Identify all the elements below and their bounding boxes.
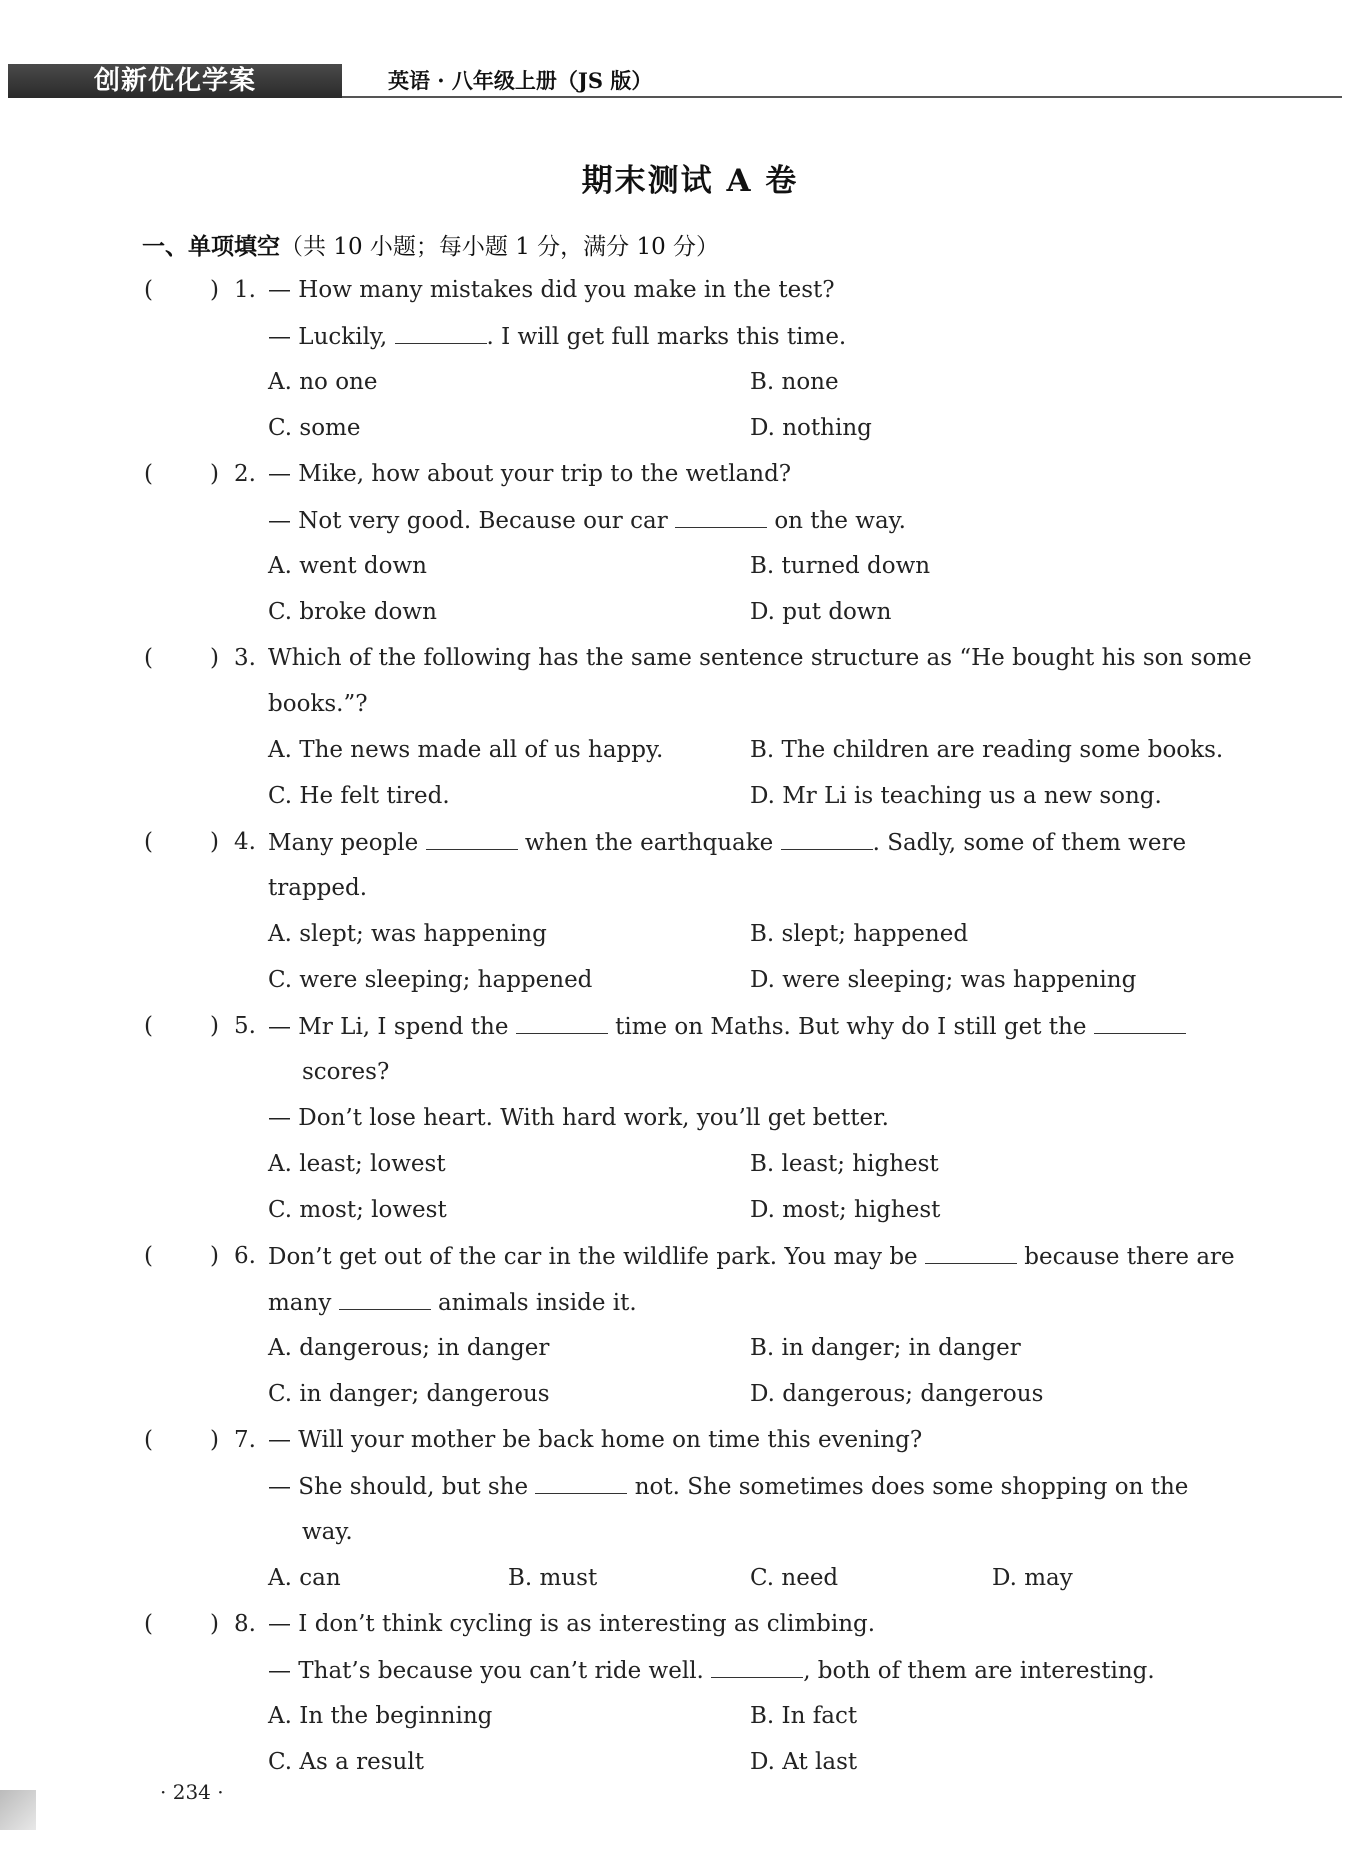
answer-blank [426,827,518,850]
option-b: B. must [508,1565,598,1591]
question-text: — How many mistakes did you make in the test? [268,277,835,303]
option-a: A. The news made all of us happy. [268,737,664,763]
question-number: 2. [234,461,256,487]
answer-paren-close[interactable]: ) [210,829,219,855]
answer-blank [339,1287,431,1310]
question-text-part: . Sadly, some of them were [872,830,1187,856]
question-text: Which of the following has the same sentence structure as “He bought his son some [268,645,1252,671]
answer-paren-open: ( [144,461,153,487]
answer-paren-close[interactable]: ) [210,1611,219,1637]
option-d: D. most; highest [750,1197,941,1223]
answer-paren-close[interactable]: ) [210,645,219,671]
section-title-bold: 一、单项填空 [142,233,280,260]
option-a: A. no one [268,369,378,395]
option-c: C. need [750,1565,839,1591]
question-text-part: — That’s because you can’t ride well. [268,1658,712,1684]
answer-paren-open: ( [144,1427,153,1453]
option-d: D. dangerous; dangerous [750,1381,1044,1407]
answer-blank [711,1655,803,1678]
question-text-part: — Not very good. Because our car [268,508,676,534]
question-text-part: . I will get full marks this time. [486,324,847,350]
answer-blank [925,1241,1017,1264]
option-d: D. Mr Li is teaching us a new song. [750,783,1162,809]
answer-paren-close[interactable]: ) [210,1427,219,1453]
option-b: B. none [750,369,839,395]
question-text-part: — She should, but she [268,1474,536,1500]
question-text: trapped. [268,875,368,901]
option-c: C. most; lowest [268,1197,447,1223]
question-text: books.”? [268,691,368,717]
question-text [268,827,1186,858]
option-c: C. broke down [268,599,437,625]
answer-paren-open: ( [144,1611,153,1637]
answer-blank [1094,1011,1186,1034]
question-text [268,1655,1155,1686]
option-c: C. some [268,415,361,441]
question-text-part: time on Maths. But why do I still get the [607,1014,1094,1040]
question-text-part: — Mr Li, I spend the [268,1014,516,1040]
question-text-part: , both of them are interesting. [803,1658,1155,1684]
answer-paren-open: ( [144,1013,153,1039]
question-text-part: many [268,1290,339,1316]
option-d: D. may [992,1565,1073,1591]
page-title: 期末测试 A 卷 [581,163,799,199]
option-b: B. The children are reading some books. [750,737,1224,763]
page-number: · 234 · [160,1780,224,1804]
question-text [268,1011,1186,1042]
brand-banner: 创新优化学案 [8,64,342,98]
question-text-part: because there are [1016,1244,1235,1270]
question-text: — Don’t lose heart. With hard work, you’ll get better. [268,1105,889,1131]
option-b: B. In fact [750,1703,858,1729]
option-c: C. were sleeping; happened [268,967,593,993]
book-title: 英语 · 八年级上册（JS 版） [388,68,653,93]
question-number: 8. [234,1611,256,1637]
question-number: 4. [234,829,256,855]
question-text [268,321,846,352]
corner-mark [0,1790,36,1830]
option-d: D. were sleeping; was happening [750,967,1137,993]
question-text: — I don’t think cycling is as interesting as climbing. [268,1611,876,1637]
question-number: 7. [234,1427,256,1453]
question-text: scores? [302,1059,390,1085]
option-c: C. in danger; dangerous [268,1381,550,1407]
question-number: 5. [234,1013,256,1039]
option-a: A. least; lowest [268,1151,446,1177]
question-text [268,1241,1235,1272]
option-a: A. In the beginning [268,1703,493,1729]
section-title-rest: （共 10 小题；每小题 1 分，满分 10 分） [280,234,720,260]
option-a: A. dangerous; in danger [268,1335,550,1361]
answer-paren-close[interactable]: ) [210,277,219,303]
question-text [268,505,906,536]
answer-blank [395,321,487,344]
answer-paren-open: ( [144,1243,153,1269]
answer-blank [781,827,873,850]
answer-blank [535,1471,627,1494]
option-d: D. put down [750,599,892,625]
question-text-part: — Luckily, [268,324,395,350]
question-text-part: animals inside it. [430,1290,637,1316]
option-d: D. At last [750,1749,858,1775]
option-d: D. nothing [750,415,872,441]
option-a: A. slept; was happening [268,921,547,947]
option-b: B. turned down [750,553,931,579]
option-c: C. He felt tired. [268,783,450,809]
question-number: 6. [234,1243,256,1269]
answer-paren-open: ( [144,277,153,303]
option-b: B. least; highest [750,1151,939,1177]
question-text: way. [302,1519,353,1545]
answer-paren-open: ( [144,645,153,671]
answer-paren-open: ( [144,829,153,855]
question-text-part: Many people [268,830,426,856]
question-text-part: not. She sometimes does some shopping on the [627,1474,1189,1500]
answer-blank [516,1011,608,1034]
option-b: B. slept; happened [750,921,969,947]
question-number: 3. [234,645,256,671]
option-a: A. went down [268,553,427,579]
option-a: A. can [268,1565,341,1591]
question-text [268,1287,637,1318]
question-text-part: Don’t get out of the car in the wildlife park. You may be [268,1244,925,1270]
question-number: 1. [234,277,256,303]
question-text: — Will your mother be back home on time this evening? [268,1427,923,1453]
question-text [268,1471,1188,1502]
question-text-part: when the earthquake [517,830,781,856]
answer-paren-close[interactable]: ) [210,1013,219,1039]
answer-paren-close[interactable]: ) [210,461,219,487]
option-c: C. As a result [268,1749,424,1775]
question-text: — Mike, how about your trip to the wetland? [268,461,792,487]
option-b: B. in danger; in danger [750,1335,1021,1361]
answer-paren-close[interactable]: ) [210,1243,219,1269]
question-text-part: on the way. [767,508,906,534]
answer-blank [675,505,767,528]
